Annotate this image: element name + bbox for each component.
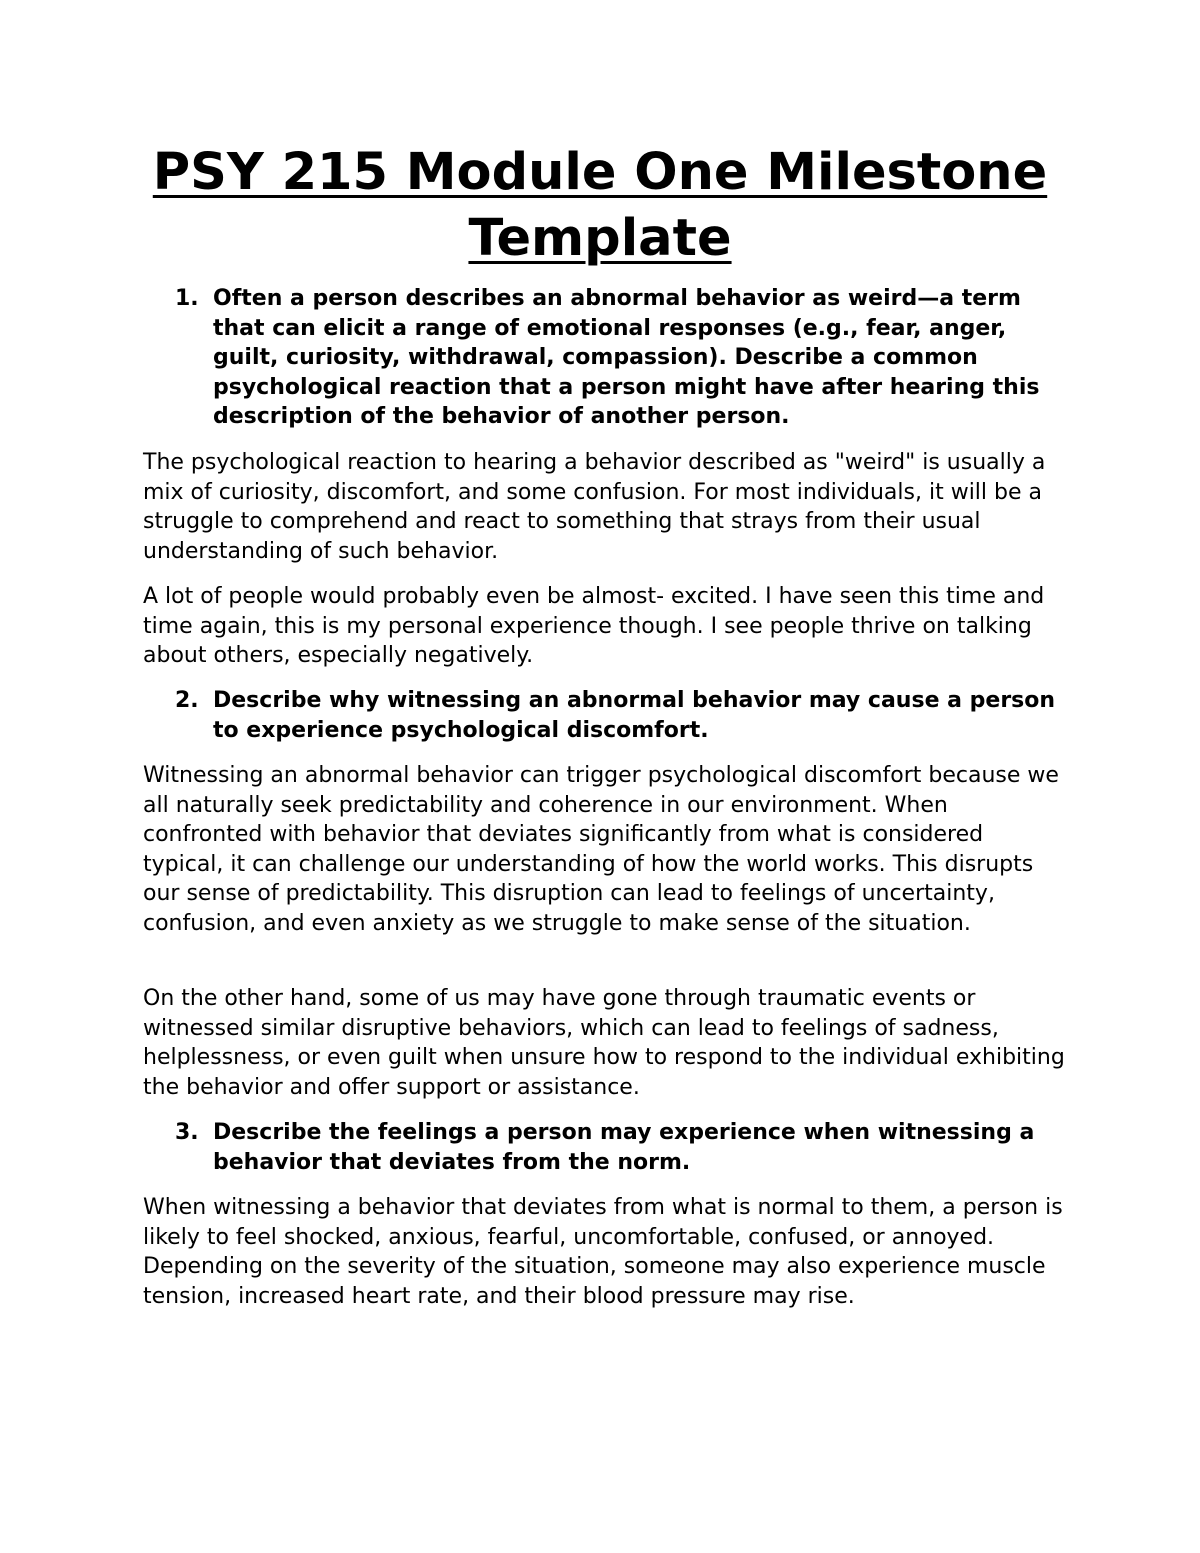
question-number: 1. <box>175 286 199 311</box>
answer-1-paragraph-2: A lot of people would probably even be almost- excited. I have seen this time and time again, this is my personal experience though. I see people thrive on talking about others, especially negatively. <box>143 584 1045 669</box>
document-title: PSY 215 Module One Milestone Template <box>152 143 1048 268</box>
question-number: 2. <box>175 688 199 713</box>
question-2 <box>175 686 1075 745</box>
answer-1-paragraph-1: The psychological reaction to hearing a behavior described as "weird" is usually a mix of curiosity, discomfort, and some confusion. For most individuals, it will be a struggle to comprehend and react to something that strays from their usual understanding of such behavior. <box>143 450 1046 564</box>
question-number: 3. <box>175 1120 199 1145</box>
answer-2-paragraph-1: Witnessing an abnormal behavior can trigger psychological discomfort because we all naturally seek predictability and coherence in our environment. When confronted with behavior that deviates significantly from what is considered typical, it can challenge our understanding of how the world works. This disrupts our sense of predictability. This disruption can lead to feelings of uncertainty, confusion, and even anxiety as we struggle to make sense of the situation. <box>143 763 1059 936</box>
question-text: Often a person describes an abnormal behavior as weird—a term that can elicit a range of emotional responses (e.g., fear, anger, guilt, curiosity, withdrawal, compassion). Describe a common psychological reaction that a person might have after hearing this description of the behavior of another person. <box>213 286 1040 430</box>
question-1 <box>175 284 1075 432</box>
question-text: Describe the feelings a person may experience when witnessing a behavior that deviates from the norm. <box>213 1120 1035 1175</box>
answer-2-paragraph-2: On the other hand, some of us may have gone through traumatic events or witnessed similar disruptive behaviors, which can lead to feelings of sadness, helplessness, or even guilt when unsure how to respond to the individual exhibiting the behavior and offer support or assistance. <box>143 986 1065 1100</box>
question-text: Describe why witnessing an abnormal behavior may cause a person to experience psychological discomfort. <box>213 688 1056 743</box>
question-3 <box>175 1118 1075 1177</box>
answer-3-paragraph-1: When witnessing a behavior that deviates from what is normal to them, a person is likely to feel shocked, anxious, fearful, uncomfortable, confused, or annoyed. Depending on the severity of the situation, someone may also experience muscle tension, increased heart rate, and their blood pressure may rise. <box>143 1195 1063 1309</box>
